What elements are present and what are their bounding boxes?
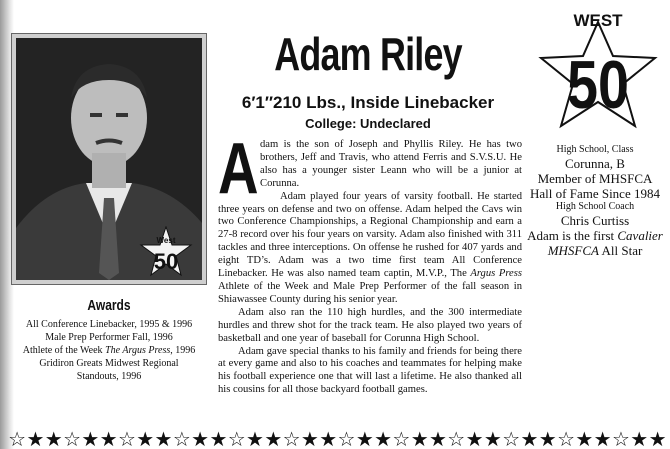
filled-star-icon: ★ bbox=[81, 430, 100, 449]
filled-star-icon: ★ bbox=[465, 430, 484, 449]
bio-paragraph: Adam also ran the 110 high hurdles, and the 300 intermediate hurdles and threw shot for the track team. He also played two years of basketball and one year of baseball for Corunna High School. bbox=[218, 306, 522, 344]
outline-star-icon: ☆ bbox=[227, 430, 246, 449]
filled-star-icon: ★ bbox=[410, 430, 429, 449]
drop-cap: A bbox=[218, 129, 259, 209]
coach-label: High School Coach bbox=[555, 201, 635, 212]
outline-star-icon: ☆ bbox=[282, 430, 301, 449]
filled-star-icon: ★ bbox=[648, 430, 667, 449]
west-50-badge bbox=[533, 4, 663, 142]
award-item: Gridiron Greats Midwest Regional bbox=[39, 358, 179, 369]
outline-star-icon: ☆ bbox=[557, 430, 576, 449]
badge-label: WEST bbox=[573, 11, 623, 30]
filled-star-icon: ★ bbox=[300, 430, 319, 449]
player-info bbox=[520, 144, 670, 258]
filled-star-icon: ★ bbox=[575, 430, 594, 449]
outline-star-icon: ☆ bbox=[392, 430, 411, 449]
filled-star-icon: ★ bbox=[209, 430, 228, 449]
bio-paragraph: Adam played four years of varsity football. He started three years on defense and two on offense. Adam helped the Cavs win two Conference Championships, a Regional Championship and earn a 27-8 record over his four years on varsity. Adam also finished with 311 tackles and three interceptions. On offense he rushed for 407 yards and eight TD’s. Adam was a two time first team All Conference Linebacker. He was also named team captin, M.V.P., The Argus Press Athlete of the Week and Male Prep Performer of the fall season in Shiawassee County during his senior year. bbox=[218, 190, 522, 305]
photo-badge-number: 50 bbox=[153, 249, 179, 274]
filled-star-icon: ★ bbox=[246, 430, 264, 449]
awards-title: Awards bbox=[87, 296, 131, 314]
player-name: Adam Riley bbox=[274, 28, 462, 80]
filled-star-icon: ★ bbox=[319, 430, 338, 449]
filled-star-icon: ★ bbox=[191, 430, 210, 449]
filled-star-icon: ★ bbox=[264, 430, 283, 449]
filled-star-icon: ★ bbox=[26, 430, 45, 449]
bio-paragraph: dam is the son of Joseph and Phyllis Riley. He has two brothers, Jeff and Travis, who attend Ferris and S.V.S.U. He also has a younger sister Leann who will be a junior at Corunna. bbox=[260, 139, 522, 189]
filled-star-icon: ★ bbox=[429, 430, 447, 449]
outline-star-icon: ☆ bbox=[502, 430, 521, 449]
filled-star-icon: ★ bbox=[483, 430, 502, 449]
awards-list bbox=[8, 318, 210, 383]
award-item-athlete-week: Athlete of the Week The Argus Press, 1996 bbox=[22, 345, 196, 356]
school-value: Corunna, B bbox=[565, 156, 625, 171]
photo-badge-label: West bbox=[156, 236, 176, 245]
school-label: High School, Class bbox=[556, 144, 634, 155]
filled-star-icon: ★ bbox=[136, 430, 155, 449]
award-item: Standouts, 1996 bbox=[76, 371, 142, 382]
filled-star-icon: ★ bbox=[44, 430, 63, 449]
first-all-star-line2: MHSFCA All Star bbox=[547, 243, 643, 258]
filled-star-icon: ★ bbox=[374, 430, 393, 449]
outline-star-icon: ☆ bbox=[8, 430, 27, 449]
outline-star-icon: ☆ bbox=[117, 430, 136, 449]
outline-star-icon: ☆ bbox=[63, 430, 81, 449]
filled-star-icon: ★ bbox=[99, 430, 118, 449]
bio-paragraph: Adam gave special thanks to his family and friends for being there at every game and also to his coaches and teammates for helping make his football experience one that will last a lifetime. He also thanked all his cousins for all those backyard football games. bbox=[218, 345, 522, 396]
outline-star-icon: ☆ bbox=[611, 430, 630, 449]
outline-star-icon: ☆ bbox=[447, 430, 466, 449]
award-item: Male Prep Performer Fall, 1996 bbox=[45, 332, 173, 343]
filled-star-icon: ★ bbox=[520, 430, 539, 449]
hall-of-fame-text: Hall of Fame Since 1984 bbox=[530, 186, 660, 201]
outline-star-icon: ☆ bbox=[172, 430, 191, 449]
badge-number: 50 bbox=[566, 47, 630, 124]
filled-star-icon: ★ bbox=[538, 430, 557, 449]
member-text: Member of MHSFCA bbox=[537, 171, 653, 186]
filled-star-icon: ★ bbox=[355, 430, 374, 449]
first-all-star-line1: Adam is the first Cavalier bbox=[527, 228, 663, 243]
biography bbox=[218, 129, 522, 397]
filled-star-icon: ★ bbox=[630, 430, 649, 449]
outline-star-icon: ☆ bbox=[337, 430, 356, 449]
award-item: All Conference Linebacker, 1995 & 1996 bbox=[25, 319, 193, 330]
filled-star-icon: ★ bbox=[154, 430, 173, 449]
star-border bbox=[8, 430, 670, 449]
filled-star-icon: ★ bbox=[593, 430, 612, 449]
player-stats: 6′1″210 Lbs., Inside Linebacker bbox=[241, 93, 495, 112]
photo-west-50-badge bbox=[139, 226, 193, 280]
coach-name: Chris Curtiss bbox=[560, 213, 630, 228]
player-college: College: Undeclared bbox=[305, 116, 431, 131]
